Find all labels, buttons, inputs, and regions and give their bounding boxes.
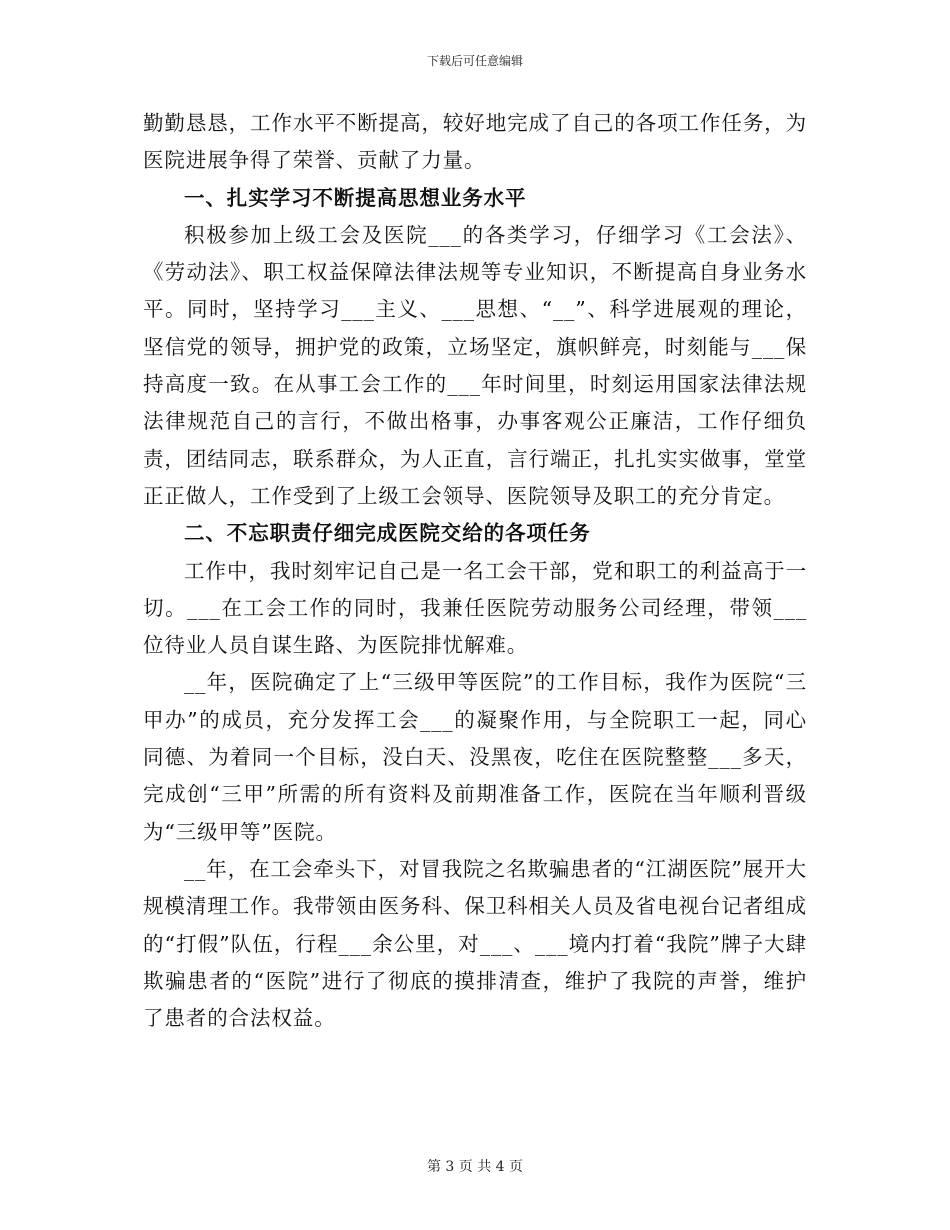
paragraph-intro: 勤勤恳恳，工作水平不断提高，较好地完成了自己的各项工作任务，为医院进展争得了荣誉、贡献了力量。 [143,111,807,173]
section-heading-2: 二、不忘职责仔细完成医院交给的各项任务 [184,521,591,546]
paragraph-study: 积极参加上级工会及医院___的各类学习，仔细学习《工会法》、《劳动法》、职工权益保障法律法规等专业知识，不断提高自身业务水平。同时，坚持学习___主义、___思想、“__”、科学进展观的理论，坚信党的领导，拥护党的政策，立场坚定，旗帜鲜亮，时刻能与___保持高度一致。在从事工会工作的___年时间里，时刻运用国家法律法规法律规范自己的言行，不做出格事，办事客观公正廉洁，工作仔细负责，团结同志，联系群众，为人正直，言行端正，扎扎实实做事，堂堂正正做人，工作受到了上级工会领导、医院领导及职工的充分肯定。 [143,222,807,508]
page-footer: 第 3 页 共 4 页 [426,1159,524,1175]
document-body [143,105,807,1037]
page-header: 下载后可任意编辑 [426,54,523,68]
paragraph-three-a: __年，医院确定了上“三级甲等医院”的工作目标，我作为医院“三甲办”的成员，充分发挥工会___的凝聚作用，与全院职工一起，同心同德、为着同一个目标，没白天、没黑夜，吃住在医院整整___多天，完成创“三甲”所需的所有资料及前期准备工作，医院在当年顺利晋级为“三级甲等”医院。 [143,670,807,844]
section-heading-1: 一、扎实学习不断提高思想业务水平 [184,185,527,210]
paragraph-anti-fraud: __年，在工会牵头下，对冒我院之名欺骗患者的“江湖医院”展开大规模清理工作。我带领由医务科、保卫科相关人员及省电视台记者组成的“打假”队伍，行程___余公里，对___、___境内打着“我院”牌子大肆欺骗患者的“医院”进行了彻底的摸排清查，维护了我院的声誉，维护了患者的合法权益。 [143,856,807,1031]
paragraph-duty: 工作中，我时刻牢记自己是一名工会干部，党和职工的利益高于一切。___在工会工作的同时，我兼任医院劳动服务公司经理，带领___位待业人员自谋生路、为医院排忧解难。 [143,558,807,658]
